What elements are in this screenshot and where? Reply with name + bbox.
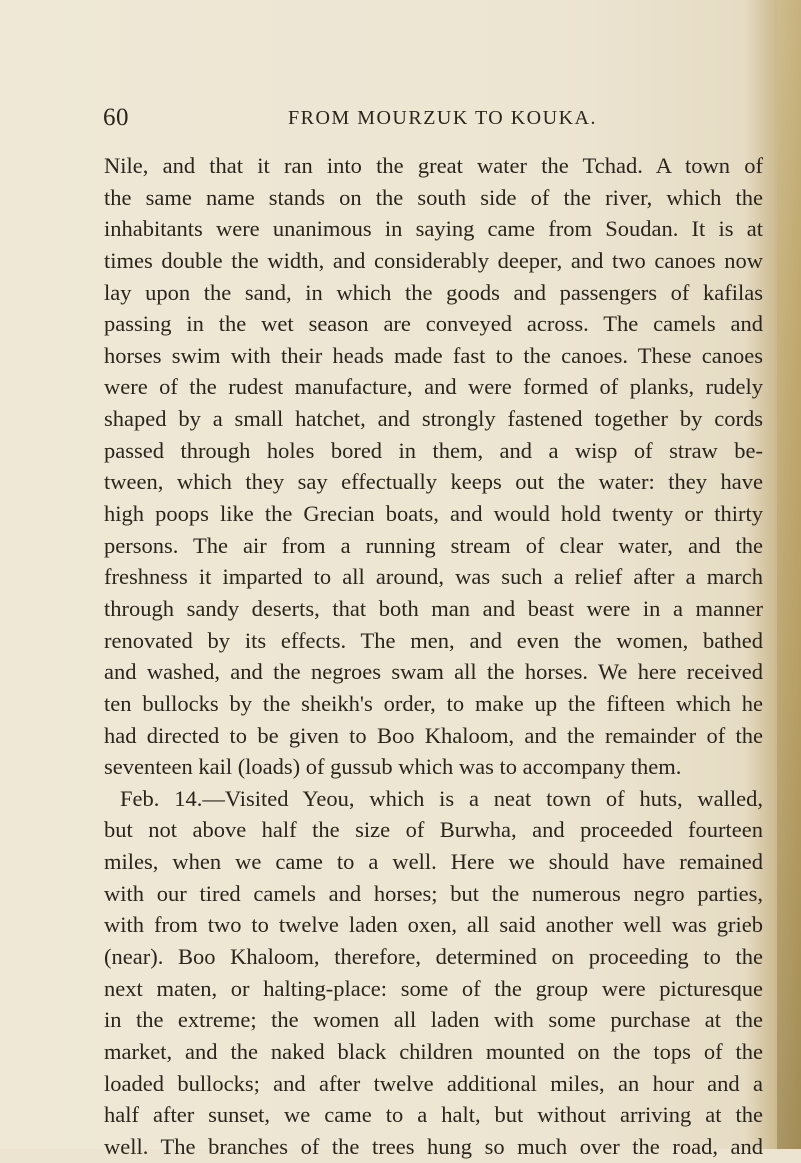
text-line: lay upon the sand, in which the goods and passengers of kafilas — [104, 279, 763, 305]
text-line: and washed, and the negroes swam all the horses. We here received — [104, 659, 763, 685]
text-line: times double the width, and considerably deeper, and two canoes now — [104, 247, 763, 273]
text-line: had directed to be given to Boo Khaloom, and the remainder of the — [104, 722, 763, 748]
text-line: high poops like the Grecian boats, and would hold twenty or thirty — [104, 501, 763, 527]
text-line: persons. The air from a running stream of clear water, and the — [104, 532, 763, 558]
paragraph-end-line: seventeen kail (loads) of gussub which was to accompany them. — [104, 754, 682, 780]
text-line: but not above half the size of Burwha, and proceeded fourteen — [104, 817, 763, 843]
text-line: with from two to twelve laden oxen, all said another well was grieb — [104, 912, 763, 938]
text-line: renovated by its effects. The men, and even the women, bathed — [104, 627, 763, 653]
text-line: freshness it imparted to all around, was such a relief after a march — [104, 564, 763, 590]
text-line: were of the rudest manufacture, and were formed of planks, rudely — [104, 374, 763, 400]
paragraph-start-line: Feb. 14.—Visited Yeou, which is a neat town of huts, walled, — [120, 785, 763, 811]
text-line: miles, when we came to a well. Here we should have remained — [104, 849, 763, 875]
text-line: next maten, or halting-place: some of the group were picturesque — [104, 975, 763, 1001]
text-line: passed through holes bored in them, and a wisp of straw be- — [104, 437, 763, 463]
text-line: (near). Boo Khaloom, therefore, determined on proceeding to the — [104, 944, 763, 970]
text-line: loaded bullocks; and after twelve additional miles, an hour and a — [104, 1070, 763, 1096]
running-title: FROM MOURZUK TO KOUKA. — [288, 107, 597, 129]
text-line: with our tired camels and horses; but the numerous negro parties, — [104, 880, 763, 906]
text-line: through sandy deserts, that both man and beast were in a manner — [104, 595, 763, 621]
text-line: inhabitants were unanimous in saying came from Soudan. It is at — [104, 216, 763, 242]
text-line: the same name stands on the south side of the river, which the — [104, 184, 763, 210]
text-line: Nile, and that it ran into the great water the Tchad. A town of — [104, 153, 763, 178]
text-line: ten bullocks by the sheikh's order, to make up the fifteen which he — [104, 690, 763, 716]
text-line: horses swim with their heads made fast to the canoes. These canoes — [104, 342, 763, 368]
text-line: shaped by a small hatchet, and strongly fastened together by cords — [104, 406, 763, 432]
text-line: passing in the wet season are conveyed across. The camels and — [104, 311, 763, 337]
text-line: market, and the naked black children mounted on the tops of the — [104, 1038, 763, 1064]
text-line: well. The branches of the trees hung so much over the road, and — [104, 1133, 763, 1159]
text-line: half after sunset, we came to a halt, but without arriving at the — [104, 1102, 763, 1128]
text-line: tween, which they say effectually keeps out the water: they have — [104, 469, 763, 495]
body-text — [104, 150, 763, 1163]
page-header — [103, 104, 763, 138]
page-number: 60 — [103, 104, 129, 131]
text-line: in the extreme; the women all laden with some purchase at the — [104, 1007, 763, 1033]
page-edge-stain — [777, 0, 801, 1149]
